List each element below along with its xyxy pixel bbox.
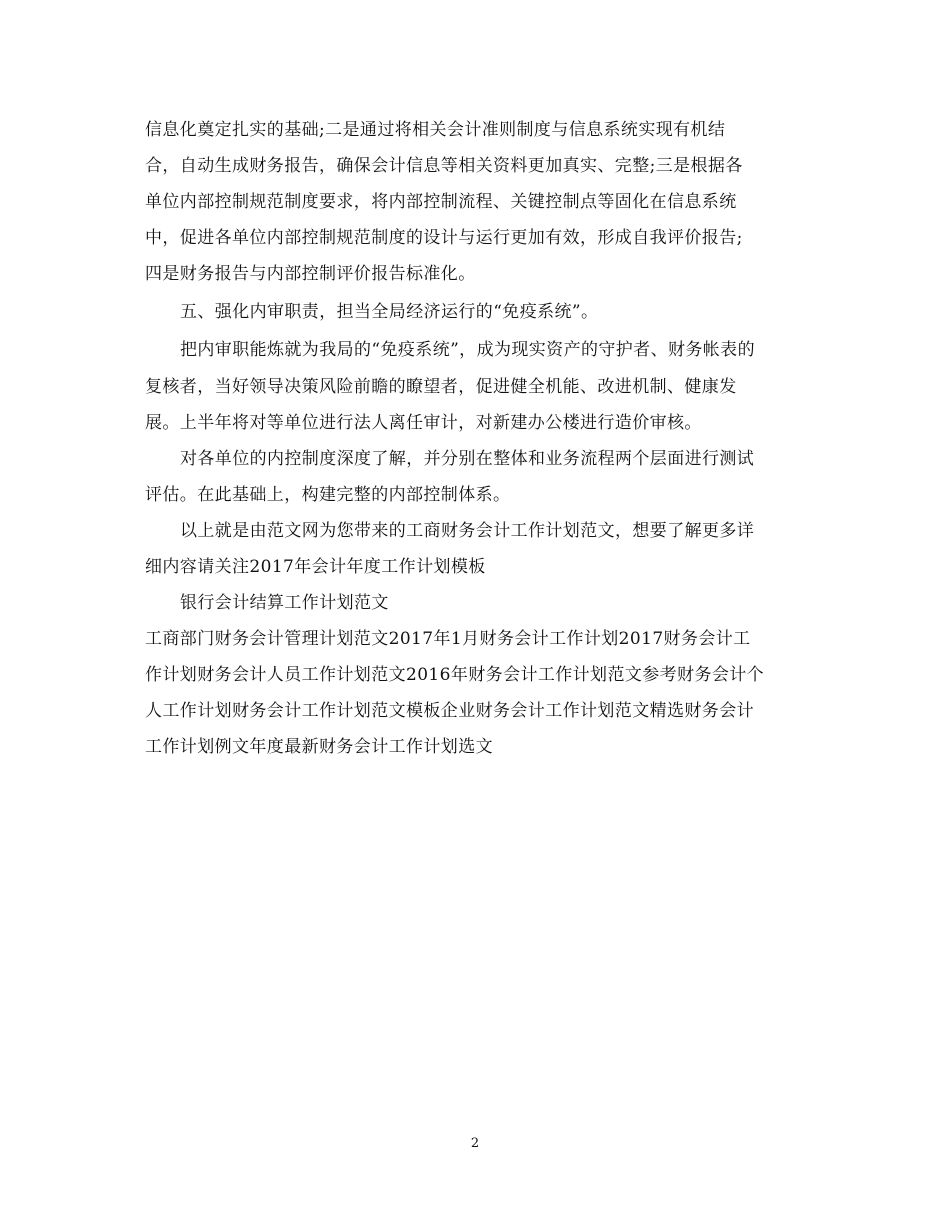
body-text-line: 评估。在此基础上，构建完整的内部控制体系。 [145, 485, 511, 505]
body-text-line: 单位内部控制规范制度要求，将内部控制流程、关键控制点等固化在信息系统 [145, 192, 737, 212]
body-text-line: 中，促进各单位内部控制规范制度的设计与运行更加有效，形成自我评价报告; [145, 228, 743, 248]
related-links-line: 工商部门财务会计管理计划范文2017年1月财务会计工作计划2017财务会计工 [145, 629, 751, 649]
body-text-line: 合，自动生成财务报告，确保会计信息等相关资料更加真实、完整;三是根据各 [145, 156, 743, 176]
body-text-line: 复核者，当好领导决策风险前瞻的瞭望者，促进健全机能、改进机制、健康发 [145, 377, 737, 397]
section-heading: 五、强化内审职责，担当全局经济运行的“免疫系统”。 [180, 302, 599, 322]
body-text-line: 对各单位的内控制度深度了解，并分别在整体和业务流程两个层面进行测试 [180, 449, 755, 469]
body-text-line: 把内审职能炼就为我局的“免疫系统”，成为现实资产的守护者、财务帐表的 [180, 340, 755, 360]
related-links-line: 作计划财务会计人员工作计划范文2016年财务会计工作计划范文参考财务会计个 [145, 665, 765, 685]
related-links-line: 人工作计划财务会计工作计划范文模板企业财务会计工作计划范文精选财务会计 [145, 701, 754, 721]
related-links-line: 工作计划例文年度最新财务会计工作计划选文 [145, 737, 493, 757]
body-text-line: 以上就是由范文网为您带来的工商财务会计工作计划范文，想要了解更多详 [180, 521, 755, 541]
body-text-line: 细内容请关注2017年会计年度工作计划模板 [145, 557, 486, 577]
page-number: 2 [470, 1136, 480, 1151]
body-text-line: 展。上半年将对等单位进行法人离任审计，对新建办公楼进行造价审核。 [145, 413, 702, 433]
body-text-line: 四是财务报告与内部控制评价报告标准化。 [145, 264, 476, 284]
related-link-text: 银行会计结算工作计划范文 [180, 593, 389, 613]
body-text-line: 信息化奠定扎实的基础;二是通过将相关会计准则制度与信息系统实现有机结 [145, 120, 726, 140]
